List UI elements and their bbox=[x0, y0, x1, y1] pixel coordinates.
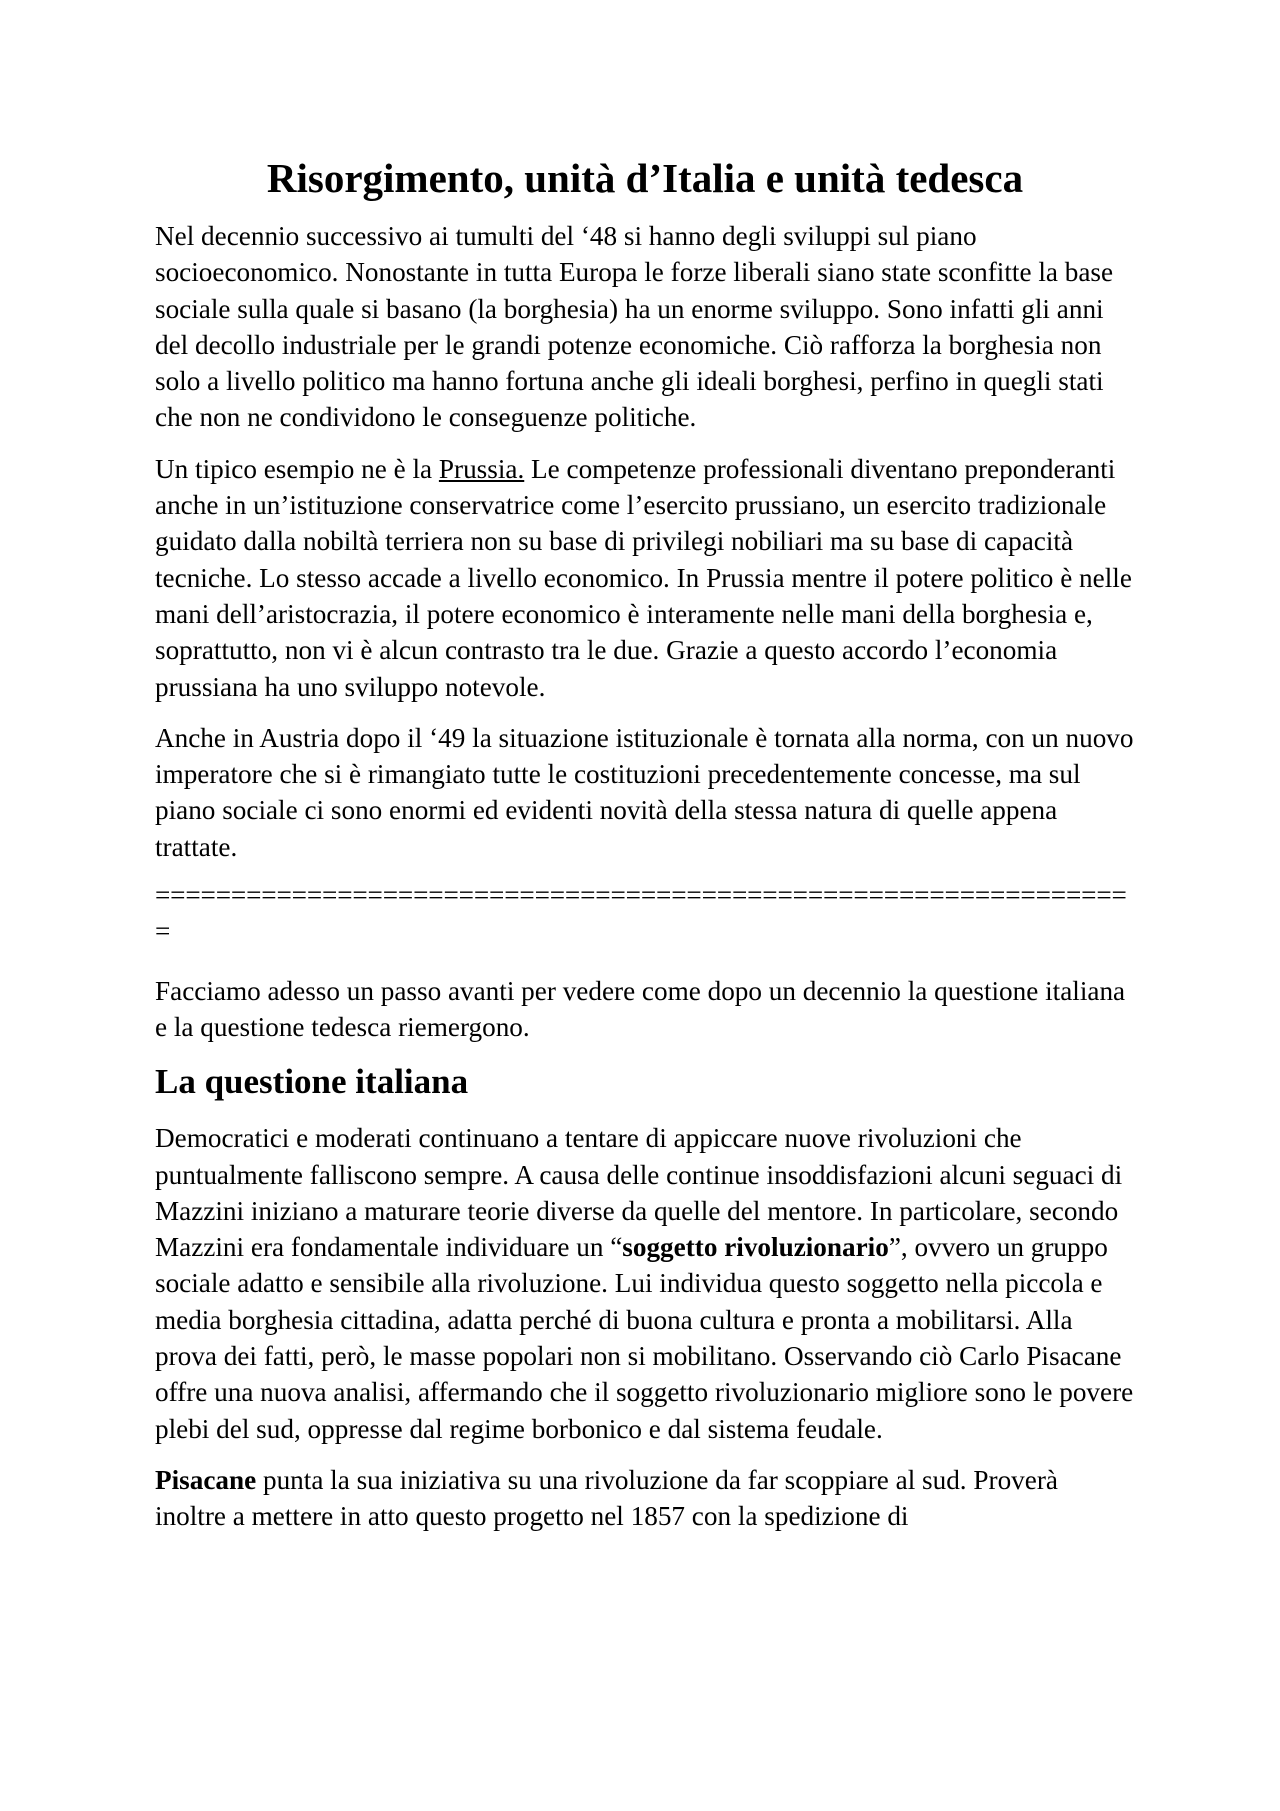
bold-term-soggetto-rivoluzionario: soggetto rivoluzionario bbox=[622, 1232, 889, 1263]
paragraph-mazzini-text-start: Democratici e moderati continuano a tentare di appiccare nuove rivoluzioni che puntualmente falliscono sempre. A causa delle continue insoddisfazioni alcuni seguaci di Mazzini iniziano a maturare teorie diverse da quelle del mentore. In particolare, secondo Mazzini era fondamentale individuare un “ bbox=[155, 1123, 1123, 1263]
paragraph-prussia bbox=[155, 451, 1135, 705]
paragraph-pisacane-expedition bbox=[155, 1462, 1135, 1535]
separator-line: ================================================================= bbox=[155, 880, 1127, 947]
paragraph-prussia-intro: Un tipico esempio ne è la bbox=[155, 453, 439, 484]
prussia-link[interactable]: Prussia. bbox=[438, 453, 525, 484]
document-title: Risorgimento, unità d’Italia e unità tedesca bbox=[266, 155, 1024, 201]
paragraph-prussia-body: Le competenze professionali diventano preponderanti anche in un’istituzione conservatrice come l’esercito prussiano, un esercito tradizionale guidato dalla nobiltà terriera non su base di privilegi nobiliari ma su base di capacità tecniche. Lo stesso accade a livello economico. In Prussia mentre il potere politico è nelle mani dell’aristocrazia, il potere economico è interamente nelle mani della borghesia e, soprattutto, non vi è alcun contrasto tra le due. Grazie a questo accordo l’economia prussiana ha uno sviluppo notevole. bbox=[155, 453, 1132, 702]
paragraph-socioeconomic-development: Nel decennio successivo ai tumulti del ‘48 si hanno degli sviluppi sul piano socioeconomico. Nonostante in tutta Europa le forze liberali siano state sconfitte la base sociale sulla quale si basano (la borghesia) ha un enorme sviluppo. Sono infatti gli anni del decollo industriale per le grandi potenze economiche. Ciò rafforza la borghesia non solo a livello politico ma hanno fortuna anche gli ideali borghesi, perfino in quegli stati che non ne condividono le conseguenze politiche. bbox=[155, 221, 1114, 433]
document-page bbox=[155, 150, 1135, 1550]
section-heading-questione-italiana: La questione italiana bbox=[155, 1062, 469, 1102]
paragraph-austria: Anche in Austria dopo il ‘49 la situazione istituzionale è tornata alla norma, con un nuovo imperatore che si è rimangiato tutte le costituzioni precedentemente concesse, ma sul piano sociale ci sono enormi ed evidenti novità della stessa natura di quelle appena trattate. bbox=[155, 722, 1134, 862]
paragraph-mazzini-pisacane bbox=[155, 1120, 1135, 1447]
bold-name-pisacane: Pisacane bbox=[155, 1464, 257, 1495]
paragraph-mazzini-text-end: ”, ovvero un gruppo sociale adatto e sensibile alla rivoluzione. Lui individua questo soggetto nella piccola e media borghesia cittadina, adatta perché di buona cultura e pronta a mobilitarsi. Alla prova dei fatti, però, le masse popolari non si mobilitano. Osservando ciò Carlo Pisacane offre una nuova analisi, affermando che il soggetto rivoluzionario migliore sono le povere plebi del sud, oppresse dal regime borbonico e dal sistema feudale. bbox=[155, 1232, 1134, 1444]
paragraph-transition: Facciamo adesso un passo avanti per vedere come dopo un decennio la questione italiana e la questione tedesca riemergono. bbox=[155, 975, 1126, 1042]
paragraph-pisacane-text: punta la sua iniziativa su una rivoluzione da far scoppiare al sud. Proverà inoltre a mettere in atto questo progetto nel 1857 con la spedizione di bbox=[155, 1464, 1058, 1532]
